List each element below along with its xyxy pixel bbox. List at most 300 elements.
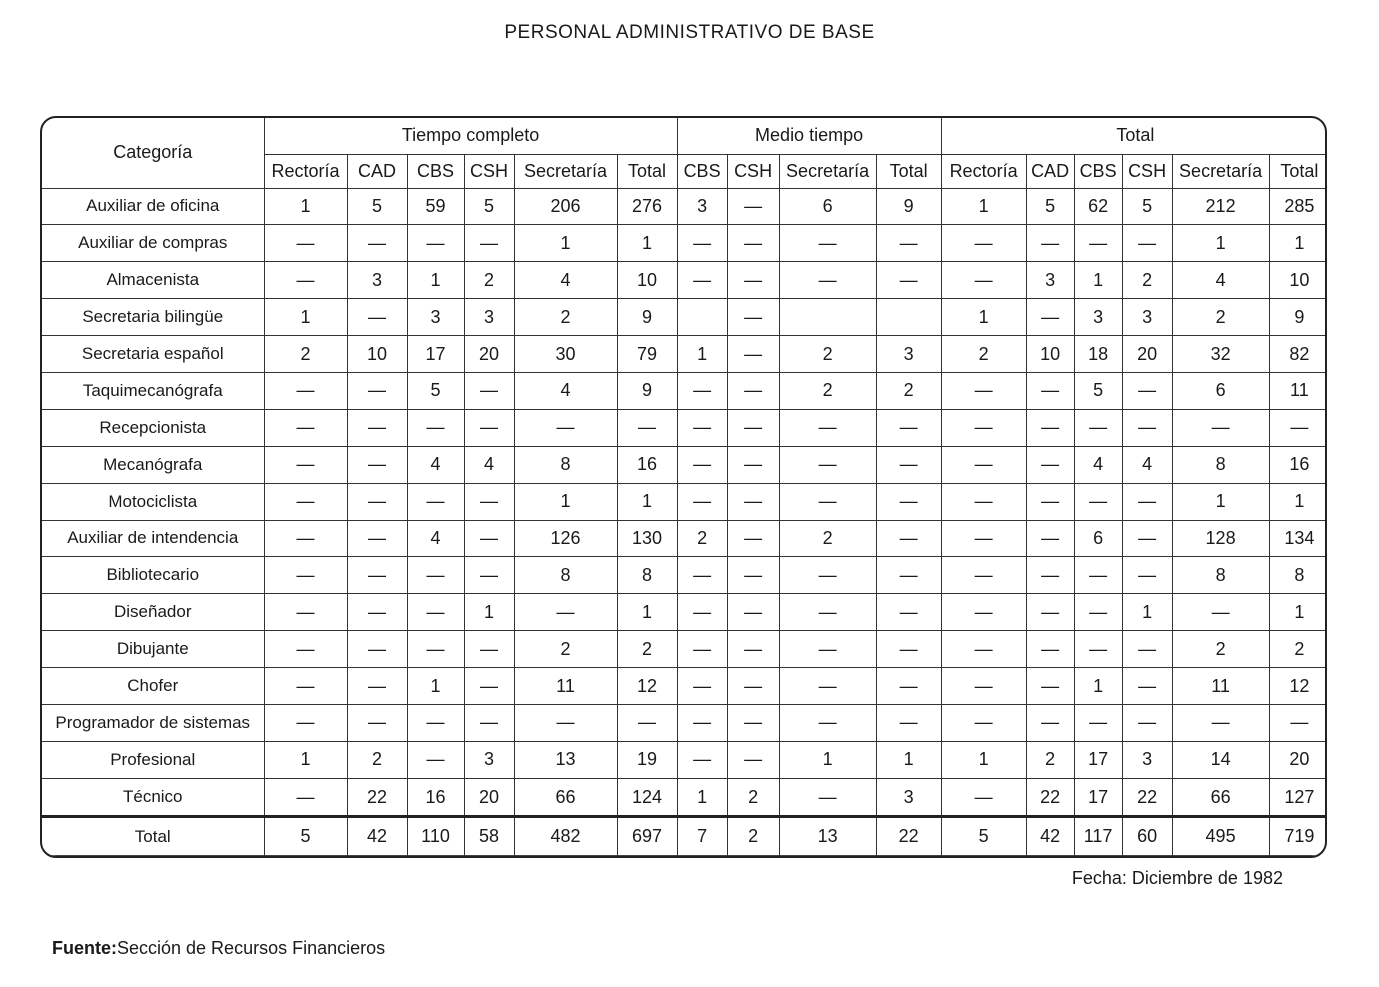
table-cell: 3: [347, 262, 407, 299]
table-cell: 12: [617, 668, 677, 705]
table-cell: 13: [514, 741, 617, 778]
table-cell: 16: [407, 778, 464, 817]
table-cell: —: [941, 409, 1026, 446]
table-cell: 2: [779, 520, 876, 557]
table-cell: —: [347, 704, 407, 741]
table-cell: —: [264, 483, 347, 520]
table-cell: —: [677, 631, 727, 668]
table-cell: 4: [1074, 446, 1122, 483]
table-cell: 58: [464, 817, 514, 856]
table-cell: 20: [464, 336, 514, 373]
table-cell: —: [464, 225, 514, 262]
table-cell: 1: [407, 668, 464, 705]
table-cell: 2: [779, 336, 876, 373]
table-cell: 8: [1269, 557, 1327, 594]
table-cell: —: [677, 225, 727, 262]
table-cell: 66: [1172, 778, 1269, 817]
table-cell: —: [1026, 299, 1074, 336]
column-header: CBS: [407, 154, 464, 188]
table-row: [42, 594, 1327, 631]
table-cell: 59: [407, 188, 464, 225]
table-cell: —: [1122, 483, 1172, 520]
table-cell: —: [876, 557, 941, 594]
table-cell: —: [779, 704, 876, 741]
table-cell: 11: [1269, 372, 1327, 409]
table-cell: 4: [464, 446, 514, 483]
table-cell: —: [941, 778, 1026, 817]
table-cell: 1: [941, 188, 1026, 225]
table-cell: —: [1074, 594, 1122, 631]
table-cell: [876, 299, 941, 336]
table-cell: 3: [1074, 299, 1122, 336]
table-cell: 1: [677, 778, 727, 817]
row-category: Taquimecanógrafa: [42, 372, 264, 409]
table-cell: —: [941, 262, 1026, 299]
table-cell: 5: [1074, 372, 1122, 409]
category-header: Categoría: [42, 118, 264, 188]
table-cell: 9: [1269, 299, 1327, 336]
row-category: Dibujante: [42, 631, 264, 668]
table-cell: —: [1026, 446, 1074, 483]
table-cell: —: [407, 741, 464, 778]
table-cell: 5: [1026, 188, 1074, 225]
table-cell: 5: [407, 372, 464, 409]
column-header: Total: [617, 154, 677, 188]
row-category: Auxiliar de compras: [42, 225, 264, 262]
table-cell: —: [464, 372, 514, 409]
table-cell: 1: [514, 225, 617, 262]
table-cell: —: [1026, 594, 1074, 631]
table-cell: 1: [464, 594, 514, 631]
table-cell: 134: [1269, 520, 1327, 557]
table-cell: 2: [677, 520, 727, 557]
table-cell: 6: [1172, 372, 1269, 409]
table-row: [42, 704, 1327, 741]
table-cell: —: [677, 557, 727, 594]
table-cell: —: [677, 262, 727, 299]
table-cell: 22: [1122, 778, 1172, 817]
table-cell: 5: [1122, 188, 1172, 225]
table-cell: 5: [941, 817, 1026, 856]
table-cell: 1: [1074, 262, 1122, 299]
row-category: Motociclista: [42, 483, 264, 520]
table-cell: 60: [1122, 817, 1172, 856]
table-cell: —: [1026, 483, 1074, 520]
row-category: Bibliotecario: [42, 557, 264, 594]
table-cell: 1: [264, 299, 347, 336]
table-cell: 8: [617, 557, 677, 594]
table-cell: —: [464, 668, 514, 705]
table-cell: 22: [1026, 778, 1074, 817]
table-cell: —: [876, 594, 941, 631]
table-cell: —: [779, 594, 876, 631]
table-cell: 5: [464, 188, 514, 225]
table-cell: —: [407, 409, 464, 446]
table-cell: 1: [1122, 594, 1172, 631]
row-category: Profesional: [42, 741, 264, 778]
table-cell: —: [464, 483, 514, 520]
table-cell: 495: [1172, 817, 1269, 856]
table-cell: —: [779, 409, 876, 446]
table-cell: 2: [514, 631, 617, 668]
column-header: CAD: [347, 154, 407, 188]
table-cell: —: [779, 557, 876, 594]
table-cell: —: [727, 704, 779, 741]
column-header: Total: [1269, 154, 1327, 188]
table-cell: —: [677, 372, 727, 409]
table-cell: 66: [514, 778, 617, 817]
table-cell: —: [941, 704, 1026, 741]
table-cell: —: [347, 631, 407, 668]
table-cell: 719: [1269, 817, 1327, 856]
table-cell: 1: [407, 262, 464, 299]
table-cell: —: [347, 372, 407, 409]
column-header: Secretaría: [779, 154, 876, 188]
table-cell: —: [347, 520, 407, 557]
total-row: [42, 817, 1327, 856]
table-cell: —: [1122, 372, 1172, 409]
table-cell: 13: [779, 817, 876, 856]
table-cell: 10: [1026, 336, 1074, 373]
table-cell: —: [727, 188, 779, 225]
table-cell: 2: [1172, 299, 1269, 336]
table-cell: —: [514, 409, 617, 446]
table-cell: —: [677, 668, 727, 705]
table-row: [42, 520, 1327, 557]
table-cell: 11: [514, 668, 617, 705]
table-row: [42, 299, 1327, 336]
table-cell: —: [347, 483, 407, 520]
table-cell: —: [407, 631, 464, 668]
table-cell: 2: [779, 372, 876, 409]
table-cell: 2: [264, 336, 347, 373]
report-date: Fecha: Diciembre de 1982: [1071, 868, 1283, 888]
table-cell: 3: [1026, 262, 1074, 299]
table-row: [42, 631, 1327, 668]
table-cell: 10: [1269, 262, 1327, 299]
table-cell: 2: [1172, 631, 1269, 668]
table-cell: —: [677, 594, 727, 631]
table-row: [42, 483, 1327, 520]
table-cell: 8: [514, 446, 617, 483]
table-cell: 1: [1269, 225, 1327, 262]
table-cell: —: [617, 704, 677, 741]
row-category: Almacenista: [42, 262, 264, 299]
table-cell: —: [407, 225, 464, 262]
row-category: Auxiliar de oficina: [42, 188, 264, 225]
row-category: Chofer: [42, 668, 264, 705]
table-cell: 14: [1172, 741, 1269, 778]
table-cell: —: [727, 409, 779, 446]
table-cell: 110: [407, 817, 464, 856]
row-category: Recepcionista: [42, 409, 264, 446]
table-cell: 7: [677, 817, 727, 856]
table-cell: 3: [407, 299, 464, 336]
table-cell: 2: [514, 299, 617, 336]
table-cell: 1: [941, 741, 1026, 778]
table-row: [42, 262, 1327, 299]
table-cell: —: [941, 594, 1026, 631]
table-cell: —: [941, 520, 1026, 557]
table-cell: —: [876, 483, 941, 520]
table-cell: —: [464, 520, 514, 557]
table-cell: —: [727, 483, 779, 520]
table-cell: 3: [1122, 741, 1172, 778]
column-header: CSH: [727, 154, 779, 188]
table-cell: 124: [617, 778, 677, 817]
table-cell: —: [876, 520, 941, 557]
table-cell: 1: [876, 741, 941, 778]
row-category: Técnico: [42, 778, 264, 817]
table-cell: —: [1122, 668, 1172, 705]
table-cell: 2: [464, 262, 514, 299]
table-cell: 482: [514, 817, 617, 856]
table-cell: —: [779, 225, 876, 262]
table-cell: —: [1172, 704, 1269, 741]
table-cell: 79: [617, 336, 677, 373]
column-header: Secretaría: [1172, 154, 1269, 188]
table-cell: —: [677, 704, 727, 741]
row-category: Auxiliar de intendencia: [42, 520, 264, 557]
table-cell: 82: [1269, 336, 1327, 373]
table-cell: —: [727, 262, 779, 299]
table-cell: 4: [407, 446, 464, 483]
table-cell: —: [1122, 225, 1172, 262]
table-cell: 4: [1122, 446, 1172, 483]
table-cell: 22: [347, 778, 407, 817]
source-text: Sección de Recursos Financieros: [117, 938, 386, 958]
source-note: [52, 938, 385, 959]
table-cell: —: [1026, 668, 1074, 705]
table-cell: 1: [1172, 225, 1269, 262]
table-cell: —: [347, 557, 407, 594]
table-cell: 206: [514, 188, 617, 225]
table-cell: —: [876, 704, 941, 741]
table-cell: —: [1122, 409, 1172, 446]
table-cell: —: [617, 409, 677, 446]
table-cell: 5: [264, 817, 347, 856]
table-row: [42, 778, 1327, 817]
table-cell: —: [727, 299, 779, 336]
table-cell: —: [727, 520, 779, 557]
table-cell: —: [464, 409, 514, 446]
row-category: Diseñador: [42, 594, 264, 631]
table-cell: —: [779, 631, 876, 668]
table-cell: 127: [1269, 778, 1327, 817]
table-cell: 2: [1269, 631, 1327, 668]
table-cell: —: [941, 225, 1026, 262]
document-title: PERSONAL ADMINISTRATIVO DE BASE: [504, 22, 875, 43]
table-cell: 1: [1269, 483, 1327, 520]
table-cell: —: [779, 778, 876, 817]
table-cell: —: [1074, 225, 1122, 262]
table-cell: —: [407, 704, 464, 741]
table-cell: —: [1122, 704, 1172, 741]
table-cell: —: [264, 704, 347, 741]
column-header: Secretaría: [514, 154, 617, 188]
table-cell: 3: [677, 188, 727, 225]
table-cell: —: [464, 704, 514, 741]
table-cell: —: [779, 483, 876, 520]
table-cell: —: [876, 446, 941, 483]
table-cell: —: [876, 409, 941, 446]
table-cell: 22: [876, 817, 941, 856]
table-row: [42, 409, 1327, 446]
table-cell: —: [514, 704, 617, 741]
table-cell: —: [1269, 409, 1327, 446]
table-cell: —: [347, 446, 407, 483]
table-cell: —: [941, 483, 1026, 520]
table-cell: 10: [347, 336, 407, 373]
table-cell: 10: [617, 262, 677, 299]
table-cell: —: [264, 778, 347, 817]
table-cell: —: [264, 409, 347, 446]
table-cell: —: [264, 631, 347, 668]
table-cell: —: [464, 631, 514, 668]
table-cell: —: [876, 262, 941, 299]
table-cell: 8: [1172, 446, 1269, 483]
table-cell: —: [464, 557, 514, 594]
table-cell: —: [264, 668, 347, 705]
table-cell: 1: [264, 741, 347, 778]
table-cell: 6: [1074, 520, 1122, 557]
table-cell: —: [1172, 409, 1269, 446]
table-cell: —: [727, 557, 779, 594]
table-cell: 276: [617, 188, 677, 225]
table-cell: —: [876, 668, 941, 705]
table-cell: —: [727, 336, 779, 373]
table-row: [42, 741, 1327, 778]
table-cell: 3: [464, 299, 514, 336]
table-cell: 17: [1074, 741, 1122, 778]
table-row: [42, 336, 1327, 373]
table-cell: 16: [1269, 446, 1327, 483]
table-cell: —: [1122, 520, 1172, 557]
table-cell: [677, 299, 727, 336]
table-cell: 8: [514, 557, 617, 594]
table-cell: —: [347, 409, 407, 446]
table-cell: —: [727, 631, 779, 668]
table-cell: —: [1026, 225, 1074, 262]
column-header: CSH: [464, 154, 514, 188]
table-cell: —: [941, 372, 1026, 409]
table-cell: 4: [1172, 262, 1269, 299]
column-header: Total: [876, 154, 941, 188]
table-cell: —: [347, 225, 407, 262]
table-cell: —: [1074, 409, 1122, 446]
table-cell: 2: [617, 631, 677, 668]
table-cell: 30: [514, 336, 617, 373]
table-cell: —: [264, 262, 347, 299]
row-category: Total: [42, 817, 264, 856]
table-cell: —: [347, 299, 407, 336]
table-cell: 2: [876, 372, 941, 409]
table-cell: —: [514, 594, 617, 631]
table-cell: —: [941, 557, 1026, 594]
table-row: [42, 225, 1327, 262]
table-cell: 1: [617, 225, 677, 262]
table-cell: 9: [617, 372, 677, 409]
table-cell: —: [727, 446, 779, 483]
table-cell: —: [1269, 704, 1327, 741]
personnel-table: [42, 118, 1327, 856]
table-row: [42, 372, 1327, 409]
table-cell: 1: [1074, 668, 1122, 705]
table-cell: —: [727, 741, 779, 778]
table-cell: 1: [617, 483, 677, 520]
table-cell: —: [347, 594, 407, 631]
table-body: [42, 188, 1327, 856]
table-cell: —: [1172, 594, 1269, 631]
table-cell: —: [1026, 409, 1074, 446]
column-header: Rectoría: [264, 154, 347, 188]
table-cell: 4: [514, 372, 617, 409]
table-cell: —: [264, 372, 347, 409]
table-cell: 19: [617, 741, 677, 778]
table-cell: —: [264, 520, 347, 557]
table-cell: —: [779, 262, 876, 299]
table-cell: 6: [779, 188, 876, 225]
group-header-tiempo-completo: Tiempo completo: [264, 118, 677, 154]
table-cell: —: [941, 446, 1026, 483]
column-header: CBS: [1074, 154, 1122, 188]
table-cell: —: [1074, 631, 1122, 668]
row-category: Mecanógrafa: [42, 446, 264, 483]
table-row: [42, 446, 1327, 483]
table-cell: —: [1026, 372, 1074, 409]
table-cell: 20: [1122, 336, 1172, 373]
table-cell: —: [677, 446, 727, 483]
table-cell: 3: [876, 336, 941, 373]
table-cell: —: [727, 225, 779, 262]
table-cell: 11: [1172, 668, 1269, 705]
column-header: CAD: [1026, 154, 1074, 188]
table-cell: —: [779, 668, 876, 705]
table-cell: 2: [347, 741, 407, 778]
table-cell: —: [677, 741, 727, 778]
table-cell: 285: [1269, 188, 1327, 225]
table-cell: [779, 299, 876, 336]
table-cell: 12: [1269, 668, 1327, 705]
table-cell: —: [941, 631, 1026, 668]
table-cell: 212: [1172, 188, 1269, 225]
table-cell: 3: [876, 778, 941, 817]
table-header: [42, 118, 1327, 188]
table-cell: 42: [1026, 817, 1074, 856]
table-row: [42, 188, 1327, 225]
table-cell: 4: [514, 262, 617, 299]
table-cell: 17: [407, 336, 464, 373]
table-cell: —: [876, 631, 941, 668]
table-cell: —: [1122, 557, 1172, 594]
table-cell: 3: [1122, 299, 1172, 336]
table-cell: 9: [617, 299, 677, 336]
table-cell: 2: [1122, 262, 1172, 299]
table-cell: —: [407, 483, 464, 520]
table-cell: —: [264, 225, 347, 262]
table-cell: —: [407, 557, 464, 594]
table-cell: —: [407, 594, 464, 631]
table-cell: 16: [617, 446, 677, 483]
table-cell: 126: [514, 520, 617, 557]
table-cell: —: [727, 372, 779, 409]
table-cell: —: [727, 594, 779, 631]
table-cell: 697: [617, 817, 677, 856]
column-header: CBS: [677, 154, 727, 188]
table-cell: —: [727, 668, 779, 705]
table-row: [42, 557, 1327, 594]
table-cell: —: [1026, 704, 1074, 741]
